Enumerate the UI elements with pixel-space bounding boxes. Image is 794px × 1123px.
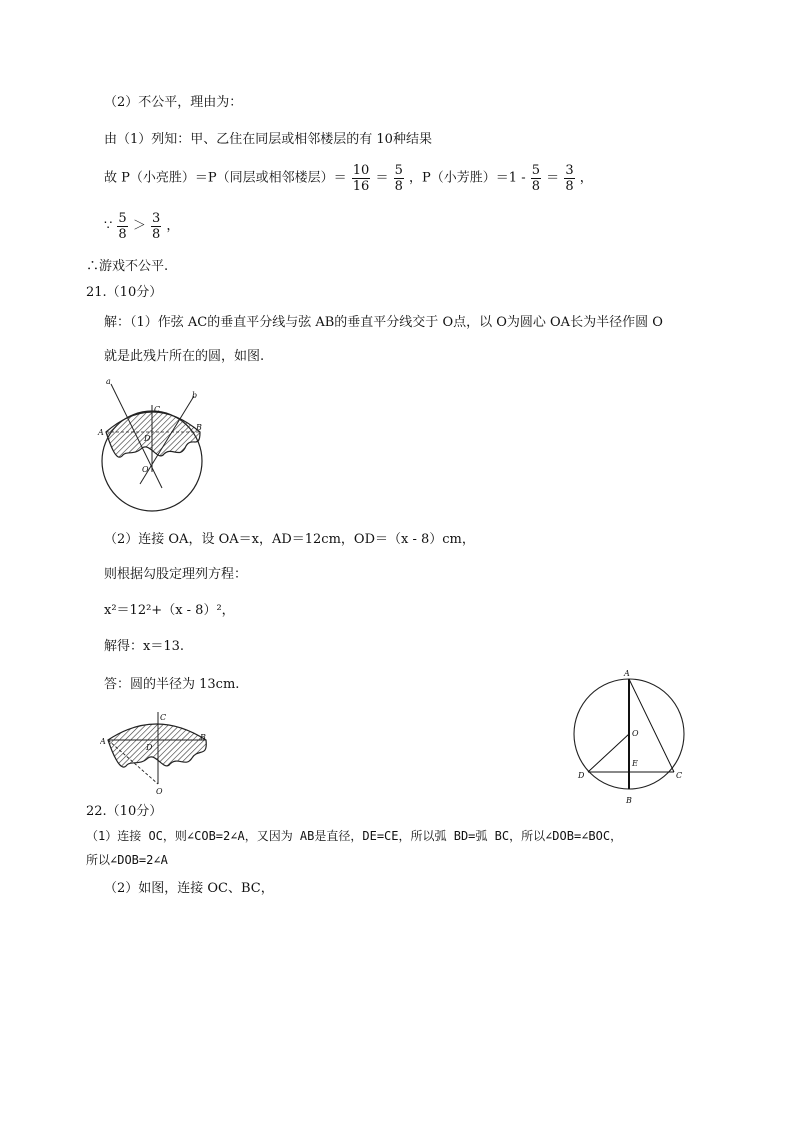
comparison-line	[104, 211, 179, 242]
figure-fragment-circle	[96, 372, 212, 514]
label-D-3: D	[578, 771, 585, 780]
equals-sign-2: ＝	[546, 170, 560, 186]
solution-line2: 就是此残片所在的圆，如图.	[104, 349, 265, 364]
label-O-3: O	[632, 729, 639, 738]
figure-fragment-radius	[100, 708, 218, 796]
label-B: B	[196, 423, 202, 432]
fraction-5-8-c: $\frac{5}{8}$	[118, 211, 127, 242]
section22-line3: （2）如图，连接 OC、BC，	[104, 881, 274, 896]
fragment-shape	[106, 412, 200, 457]
label-C-2: C	[160, 713, 167, 722]
answer-line: 答：圆的半径为 13cm.	[104, 677, 240, 692]
label-O: O	[142, 465, 149, 474]
fraction-3-8-b: $\frac{3}{8}$	[152, 211, 161, 242]
end-comma: ，	[579, 170, 593, 186]
label-A-3: A	[624, 669, 630, 678]
part2-title: （2）不公平，理由为：	[104, 95, 243, 110]
label-A: A	[98, 428, 104, 437]
label-c: C	[154, 405, 161, 414]
label-B-3: B	[626, 796, 632, 805]
fragment-shape-2	[108, 724, 206, 767]
section22-line1: （1）连接 OC，则∠COB=2∠A，又因为 AB是直径，DE=CE，所以弧 BD=弧 BC，所以∠DOB=∠BOC，	[86, 829, 623, 843]
segment-od	[588, 734, 629, 772]
probability-line	[104, 163, 593, 194]
equation-line: x²＝12²+（x - 8）²，	[104, 603, 235, 618]
conclusion-text: ∴游戏不公平.	[86, 259, 169, 274]
section22-heading: 22.（10分）	[86, 804, 163, 819]
pythag-intro: 则根据勾股定理列方程：	[104, 567, 248, 582]
label-B-2: B	[200, 733, 206, 742]
solution-line1: 解：（1）作弦 AC的垂直平分线与弦 AB的垂直平分线交于 O点，以 O为圆心 OA长为半径作圆 O	[104, 315, 663, 330]
part2-text: （2）连接 OA，设 OA＝x，AD＝12cm，OD＝（x - 8）cm，	[104, 532, 475, 547]
fraction-5-8-b: $\frac{5}{8}$	[531, 163, 541, 194]
because-symbol: ∵	[104, 218, 113, 234]
section22-line2: 所以∠DOB=2∠A	[86, 853, 168, 867]
label-E-3: E	[632, 759, 638, 768]
solve-line: 解得：x＝13.	[104, 639, 185, 654]
equals-sign: ＝	[375, 170, 389, 186]
label-a: a	[106, 377, 111, 386]
label-C-3: C	[676, 771, 683, 780]
label-b: b	[192, 391, 198, 400]
from-part1-text: 由（1）列知：甲、乙住在同层或相邻楼层的有 10种结果	[104, 132, 432, 147]
fraction-5-8: $\frac{5}{8}$	[394, 163, 403, 194]
greater-than: ＞	[132, 218, 146, 234]
fraction-3-8: $\frac{3}{8}$	[565, 163, 574, 194]
label-O-2: O	[156, 787, 163, 796]
label-D: D	[144, 434, 151, 443]
fraction-10-16: $\frac{10}{16}$	[352, 163, 370, 194]
mid-text: ，P（小芳胜）＝1 -	[409, 170, 526, 186]
label-D-2: D	[146, 743, 153, 752]
therefore-prefix: 故 P（小亮胜）＝P（同层或相邻楼层）＝	[104, 170, 347, 186]
end-comma-2: ，	[166, 218, 180, 234]
label-A-2: A	[100, 737, 106, 746]
figure-circle-triangle	[572, 664, 692, 808]
section21-heading: 21.（10分）	[86, 285, 163, 300]
